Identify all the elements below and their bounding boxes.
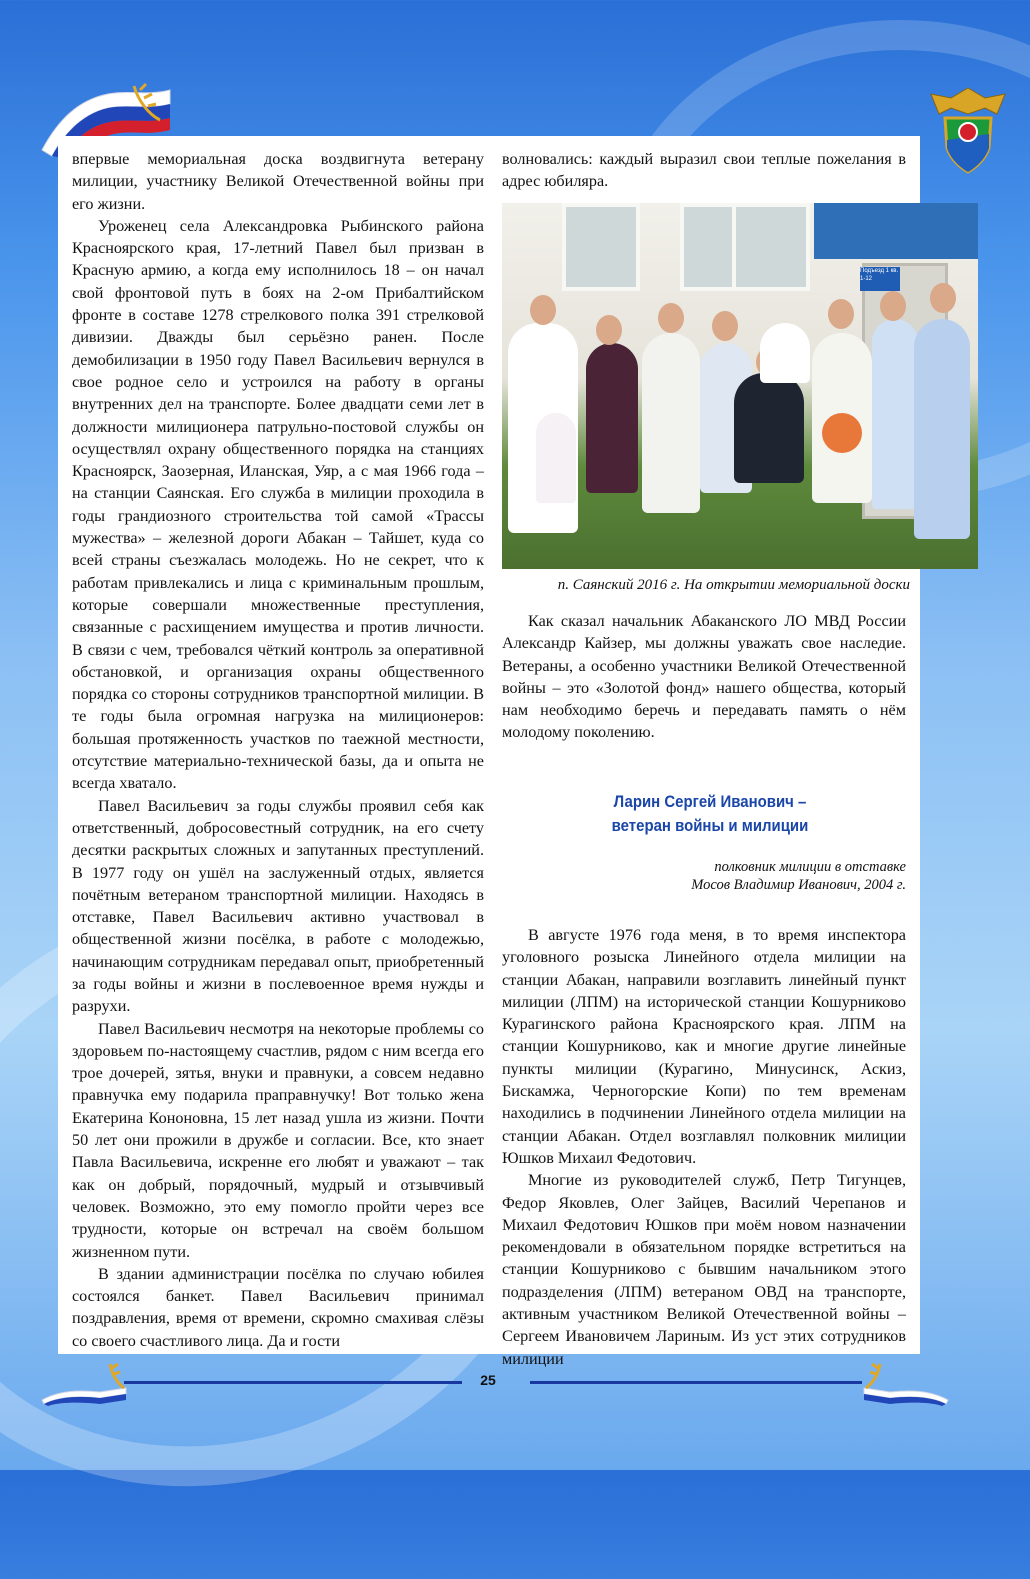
paragraph: Павел Васильевич несмотря на некоторые проблемы со здоровьем по-настоящему счастлив, рядом с ним всегда его трое дочерей, зятья, внуки и правнуки, а совсем недавно правнучка ему подарила праправнучку! Вот только жена Екатерина Кононовна, 15 лет назад ушла из жизни. Почти 50 лет они прожили в дружбе и согласии. Все, кто знает Павла Васильевича, искренне его любят и уважают – так как он добрый, порядочный, мудрый и отзывчивый человек. Возможно, это ему помогло пройти через все трудности, которые он встречал на своём большом жизненном пути. bbox=[72, 1019, 484, 1261]
right-column-intro bbox=[502, 148, 906, 193]
photo-person-head bbox=[530, 295, 556, 325]
footer-rule bbox=[124, 1381, 462, 1384]
photo-person-head bbox=[880, 291, 906, 321]
photo-sign: Подъезд 1 кв. 1-12 bbox=[860, 267, 900, 291]
heading-line: ветеран войны и милиции bbox=[611, 816, 809, 835]
paragraph: В августе 1976 года меня, в то время инспектора уголовного розыска Линейного отдела милиции на станции Абакан, направили возглавить линейный пункт милиции (ЛПМ) на исторической станции Кошурниково Курагинского района Красноярского края. ЛПМ на станции Кошурниково, как и многие другие линейные пункты милиции (Курагино, Минусинск, Аскиз, Бискамжа, Черногорские Копи) по тем временам находились в подчинении Линейного отдела милиции на станции Абакан. Отдел возглавлял полковник милиции Юшков Михаил Федотович. bbox=[502, 926, 906, 1167]
photo-window bbox=[732, 203, 810, 291]
photo-person-head bbox=[712, 311, 738, 341]
photo-window bbox=[562, 203, 640, 291]
heading-line: Ларин Сергей Иванович – bbox=[613, 792, 807, 811]
paragraph: впервые мемориальная доска воздвигнута ветерану милиции, участнику Великой Отечественной войны при его жизни. bbox=[72, 150, 484, 213]
photo-person bbox=[872, 319, 918, 509]
photo-person bbox=[642, 333, 700, 513]
photo-canopy bbox=[814, 203, 978, 259]
page-number: 25 bbox=[480, 1372, 496, 1388]
paragraph: Павел Васильевич за годы службы проявил себя как ответственный, добросовестный сотрудник, на его счету десятки раскрытых сложных и запутанных преступлений. В 1977 году он ушёл на заслуженный отдых, является почётным ветераном транспортной милиции. Находясь в отставке, Павел Васильевич активно участвовал в общественной жизни посёлка, в работе с молодежью, начинающим сотрудникам передавал опыт, приобретенный за годы войны и жизни в послевоенное время нужды и разрухи. bbox=[72, 796, 484, 1016]
paragraph: Уроженец села Александровка Рыбинского района Красноярского края, 17-летний Павел был призван в Красную армию, а когда ему исполнилось 18 – он начал свой фронтовой путь в боях на 2-ом Прибалтийском фронте в составе 1278 стрелкового полка 391 стрелковой дивизии. Дважды был серьёзно ранен. После демобилизации в 1950 году Павел Васильевич вернулся в свое родное село и устроился на работу в органы внутренних дел на транспорте. Более двадцати семи лет в должности милиционера патрульно-постовой службы он осуществлял охрану общественного порядка на станциях Красноярск, Заозерная, Иланская, Уяр, а с мая 1966 года – на станции Саянская. Его служба в милиции проходила в годы грандиозного строительства той самой «Трассы мужества» – железной дороги Абакан – Тайшет, куда со всей страны съезжалась молодежь. Но не секрет, что к работам привлекались и лица с криминальным прошлым, которые совершали множественные преступления, связанные с расхищением имущества и против личности. В связи с чем, требовался чёткий контроль за оперативной обстановкой, и организация охраны общественного порядка со стороны сотрудников транспортной милиции. В те годы была огромная нагрузка на милиционеров: большая протяженность участков по таежной местности, отсутствие материально-технической базы, да и опыта не всегда хватало. bbox=[72, 216, 484, 793]
photo-caption: п. Саянский 2016 г. На открытии мемориальной доски bbox=[557, 577, 910, 593]
police-emblem-icon bbox=[925, 84, 1011, 176]
flag-ornament-left-icon bbox=[40, 1360, 130, 1406]
byline-line: полковник милиции в отставке bbox=[714, 859, 906, 875]
group-photo bbox=[502, 203, 978, 569]
paragraph: В здании администрации посёлка по случаю юбилея состоялся банкет. Павел Васильевич принимал поздравления, время от времени, скромно смахивая слёзы со своего счастливого лица. Да и гости bbox=[72, 1264, 484, 1350]
photo-person-head bbox=[828, 299, 854, 329]
footer-rule bbox=[530, 1381, 862, 1384]
photo-person bbox=[586, 343, 638, 493]
paragraph: Как сказал начальник Абаканского ЛО МВД России Александр Кайзер, мы должны уважать свое наследие. Ветераны, а особенно участники Великой Отечественной войны – это «Золотой фонд» нашего общества, который нам необходимо беречь и передавать память о нём молодому поколению. bbox=[502, 612, 906, 742]
author-byline bbox=[580, 858, 906, 894]
photo-person-head bbox=[930, 283, 956, 313]
right-column-article bbox=[502, 924, 906, 1370]
section-heading bbox=[560, 790, 860, 838]
photo-child bbox=[536, 413, 576, 503]
paragraph: волновались: каждый выразил свои теплые пожелания в адрес юбиляра. bbox=[502, 150, 906, 191]
flag-ornament-right-icon bbox=[860, 1360, 950, 1406]
photo-person bbox=[760, 323, 810, 383]
photo-veteran bbox=[734, 373, 804, 483]
photo-person-head bbox=[658, 303, 684, 333]
photo-person-head bbox=[596, 315, 622, 345]
photo-flowers bbox=[822, 413, 862, 453]
byline-line: Мосов Владимир Иванович, 2004 г. bbox=[691, 877, 906, 893]
paragraph: Многие из руководителей служб, Петр Тигунцев, Федор Яковлев, Олег Зайцев, Василий Черепанов и Михаил Федотович Юшков при моём новом назначении рекомендовали в обязательном порядке встретиться на станции Кошурниково с бывшим начальником этого подразделения (ЛПМ) ветераном ОВД на транспорте, активным участником Великой Отечественной войны – Сергеем Ивановичем Лариным. Из уст этих сотрудников милиции bbox=[502, 1171, 906, 1368]
right-column-after-photo bbox=[502, 610, 906, 744]
left-column bbox=[72, 148, 484, 1352]
photo-person bbox=[914, 319, 970, 539]
